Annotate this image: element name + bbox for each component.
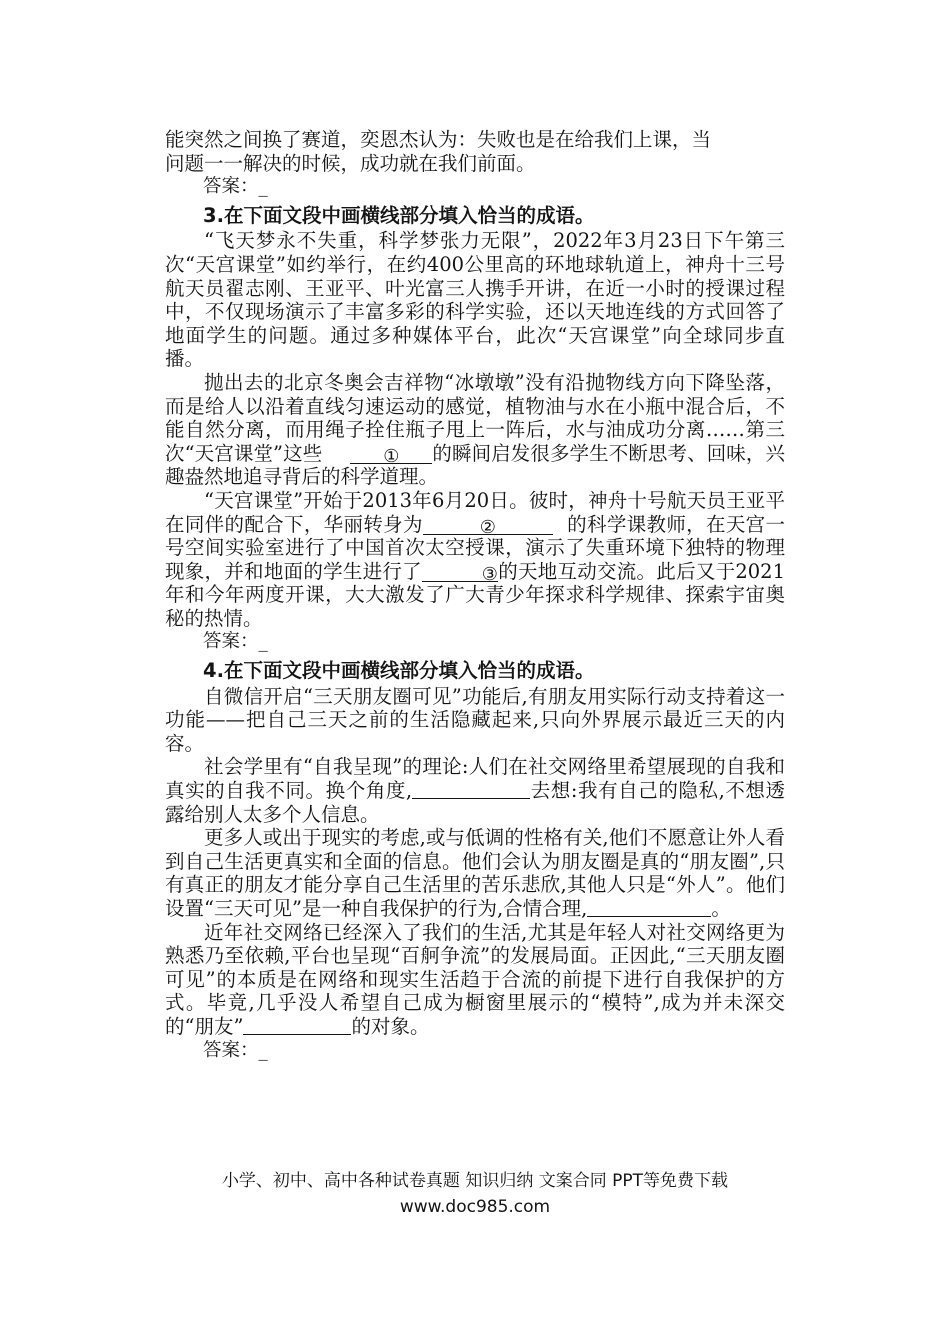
q4-paragraph-1: 自微信开启“三天朋友圈可见”功能后,有朋友用实际行动支持着这一功能——把自己三天之前的生活隐藏起来,只向外界展示最近三天的内容。 xyxy=(165,684,785,755)
q4-paragraph-4-text-a: 近年社交网络已经深入了我们的生活,尤其是年轻人对社交网络更为熟悉乃至依赖,平台也呈现“百舸争流”的发展局面。正因此,“三天朋友圈可见”的本质是在网络和现实生活趋于合流的前提下进行自我保护的方式。毕竟,几乎没人希望自己成为橱窗里展示的“模特”,成为并未深交的“朋友” xyxy=(165,920,785,1038)
q4-paragraph-3 xyxy=(165,826,785,920)
q3-paragraph-3-text-a: “天宫课堂”开始于2013年6月20日。彼时，神舟十号航天员王亚平在同伴的配合下，华丽转身为 xyxy=(165,488,785,536)
q4-paragraph-4-text-b: 的对象。 xyxy=(351,1014,430,1038)
q3-paragraph-3-text-c: 的天地互动交流。此后又于2021年和今年两度开课，大大激发了广大青少年探求科学规律、探索宇宙奥秘的热情。 xyxy=(165,559,785,630)
question-4 xyxy=(165,659,785,1062)
q4-blank-3[interactable] xyxy=(243,1016,351,1035)
q4-paragraph-4 xyxy=(165,921,785,1039)
q3-blank-3[interactable]: ③ xyxy=(422,563,498,582)
footer-website-link[interactable]: www.doc985.com xyxy=(399,1197,551,1217)
q4-paragraph-2 xyxy=(165,755,785,826)
q3-paragraph-3 xyxy=(165,489,785,631)
q4-title: 4.在下面文段中画横线部分填入恰当的成语。 xyxy=(203,659,595,683)
q3-blank-1[interactable]: ① xyxy=(350,445,432,464)
question-3 xyxy=(165,204,785,654)
q4-blank-2[interactable] xyxy=(587,898,711,917)
page-footer xyxy=(0,1168,950,1220)
q3-answer: 答案：_ xyxy=(203,631,268,653)
q4-paragraph-3-text-b: 。 xyxy=(711,897,731,920)
q2-text-line-1: 能突然之间换了赛道，奕恩杰认为：失败也是在给我们上课，当 xyxy=(165,128,712,151)
q4-paragraph-2-text-a: 社会学里有“自我呈现”的理论:人们在社交网络里希望展现的自我和真实的自我不同。换个角度, xyxy=(165,755,785,803)
q2-text-line-2: 问题一一解决的时候，成功就在我们前面。 xyxy=(165,151,536,175)
q3-paragraph-2-text-a: 抛出去的北京冬奥会吉祥物“冰墩墩”没有沿抛物线方向下降坠落，而是给人以沿着直线匀速运动的感觉，植物油与水在小瓶中混合后，不能自然分离，而用绳子拴住瓶子甩上一阵后，水与油成功分离……第三次“天宫课堂”这些 xyxy=(165,370,785,465)
q3-paragraph-1: “飞天梦永不失重，科学梦张力无限”，2022年3月23日下午第三次“天宫课堂”如约举行，在约400公里高的环地球轨道上，神舟十三号航天员翟志刚、王亚平、叶光富三人携手开讲，在近一小时的授课过程中，不仅现场演示了丰富多彩的科学实验，还以天地连线的方式回答了地面学生的问题。通过多种媒体平台，此次“天宫课堂”向全球同步直播。 xyxy=(165,229,785,371)
q4-paragraph-3-text-a: 更多人或出于现实的考虑,或与低调的性格有关,他们不愿意让外人看到自己生活更真实和全面的信息。他们会认为朋友圈是真的“朋友圈”,只有真正的朋友才能分享自己生活里的苦乐悲欣,其他人只是“外人”。他们设置“三天可见”是一种自我保护的行为,合情合理, xyxy=(165,826,785,920)
q3-paragraph-2-text-b: 的瞬间启发很多学生不断思考、回味，兴趣盎然地追寻背后的科学道理。 xyxy=(165,441,785,489)
q3-paragraph-2 xyxy=(165,371,785,489)
q3-title: 3.在下面文段中画横线部分填入恰当的成语。 xyxy=(203,203,595,227)
question-2-tail xyxy=(165,128,785,199)
q4-blank-1[interactable] xyxy=(412,780,530,799)
q3-paragraph-3-text-b: 的科学课教师，在天宫一号空间实验室进行了中国首次太空授课，演示了失重环境下独特的物理现象，并和地面的学生进行了 xyxy=(165,512,785,583)
q2-answer: 答案：_ xyxy=(203,176,268,198)
q3-blank-2[interactable]: ② xyxy=(423,516,553,535)
document-body xyxy=(165,128,785,1064)
footer-promo-text: 小学、初中、高中各种试卷真题 知识归纳 文案合同 PPT等免费下载 xyxy=(221,1171,729,1191)
q4-paragraph-2-text-b: 去想:我有自己的隐私,不想透露给别人太多个人信息。 xyxy=(165,779,785,826)
q4-answer: 答案：_ xyxy=(203,1039,268,1061)
